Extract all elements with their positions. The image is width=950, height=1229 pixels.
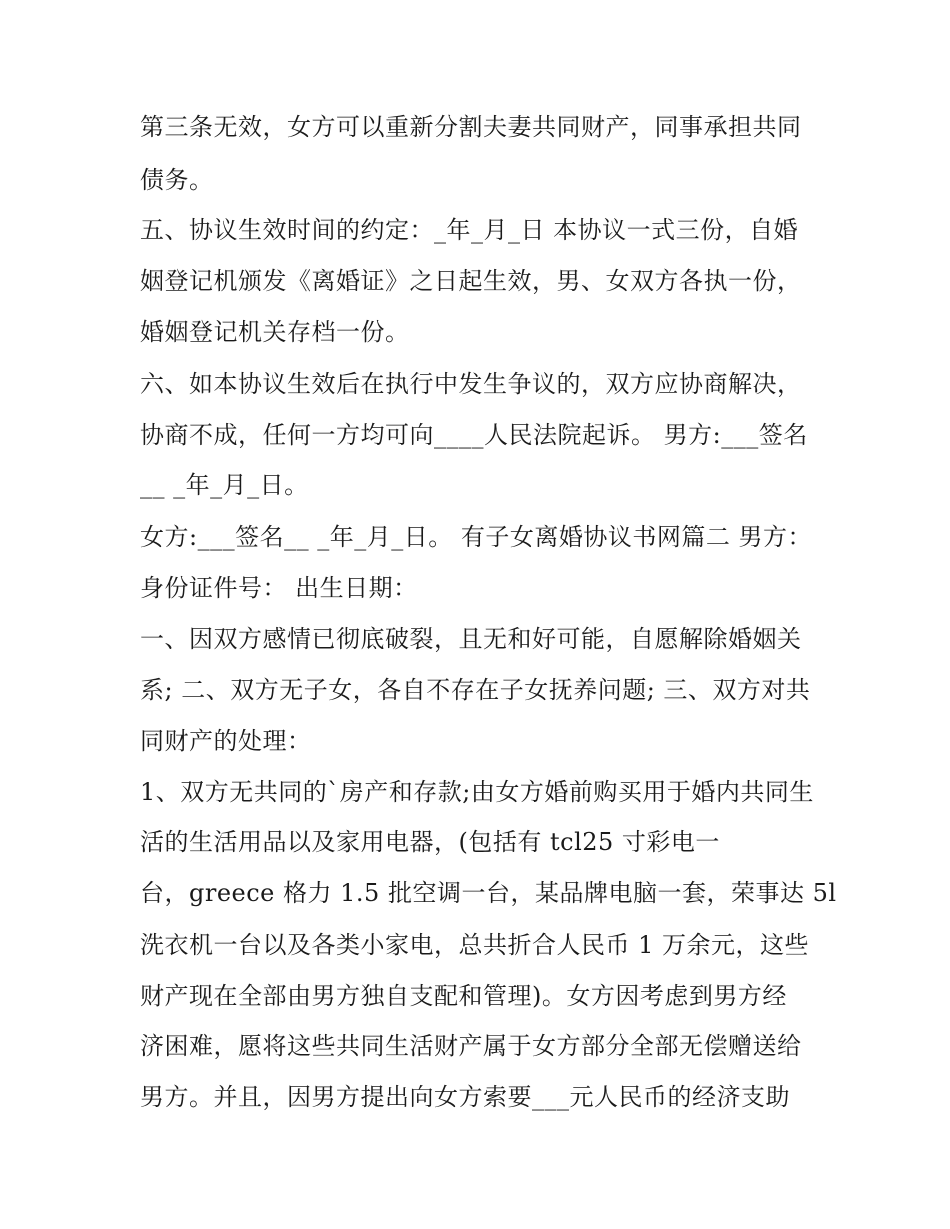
text-line: 洗衣机一台以及各类小家电，总共折合人民币 1 万余元，这些 — [140, 931, 810, 959]
text-line: 债务。 — [140, 166, 214, 194]
text-line: 系; 二、双方无子女，各自不存在子女抚养问题; 三、双方对共 — [140, 676, 811, 704]
text-line: 财产现在全部由男方独自支配和管理)。女方因考虑到男方经 — [140, 982, 787, 1010]
text-line: 身份证件号： 出生日期： — [140, 574, 418, 602]
text-line: 一、因双方感情已彻底破裂，且无和好可能，自愿解除婚姻关 — [140, 625, 802, 653]
text-line: __ _年_月_日。 — [140, 471, 309, 499]
text-line: 婚姻登记机关存档一份。 — [140, 318, 410, 346]
text-line: 六、如本协议生效后在执行中发生争议的，双方应协商解决， — [140, 370, 802, 398]
text-line: 姻登记机颁发《离婚证》之日起生效，男、女双方各执一份， — [140, 267, 802, 295]
text-line: 活的生活用品以及家用电器，(包括有 tcl25 寸彩电一 — [140, 828, 720, 856]
text-line: 女方:___签名__ _年_月_日。 有子女离婚协议书网篇二 男方： — [140, 523, 812, 551]
text-line: 第三条无效，女方可以重新分割夫妻共同财产，同事承担共同 — [140, 113, 802, 141]
text-line: 台，greece 格力 1.5 批空调一台，某品牌电脑一套，荣事达 5l — [140, 879, 837, 907]
text-line: 济困难，愿将这些共同生活财产属于女方部分全部无偿赠送给 — [140, 1032, 802, 1060]
text-line: 同财产的处理： — [140, 727, 312, 755]
text-line: 五、协议生效时间的约定：_年_月_日 本协议一式三份，自婚 — [140, 216, 799, 244]
text-line: 男方。并且，因男方提出向女方索要___元人民币的经济支助 — [140, 1083, 790, 1111]
text-line: 协商不成，任何一方均可向____人民法院起诉。 男方:___签名 — [140, 421, 808, 449]
text-line: 1、双方无共同的`房产和存款;由女方婚前购买用于婚内共同生 — [140, 778, 814, 806]
